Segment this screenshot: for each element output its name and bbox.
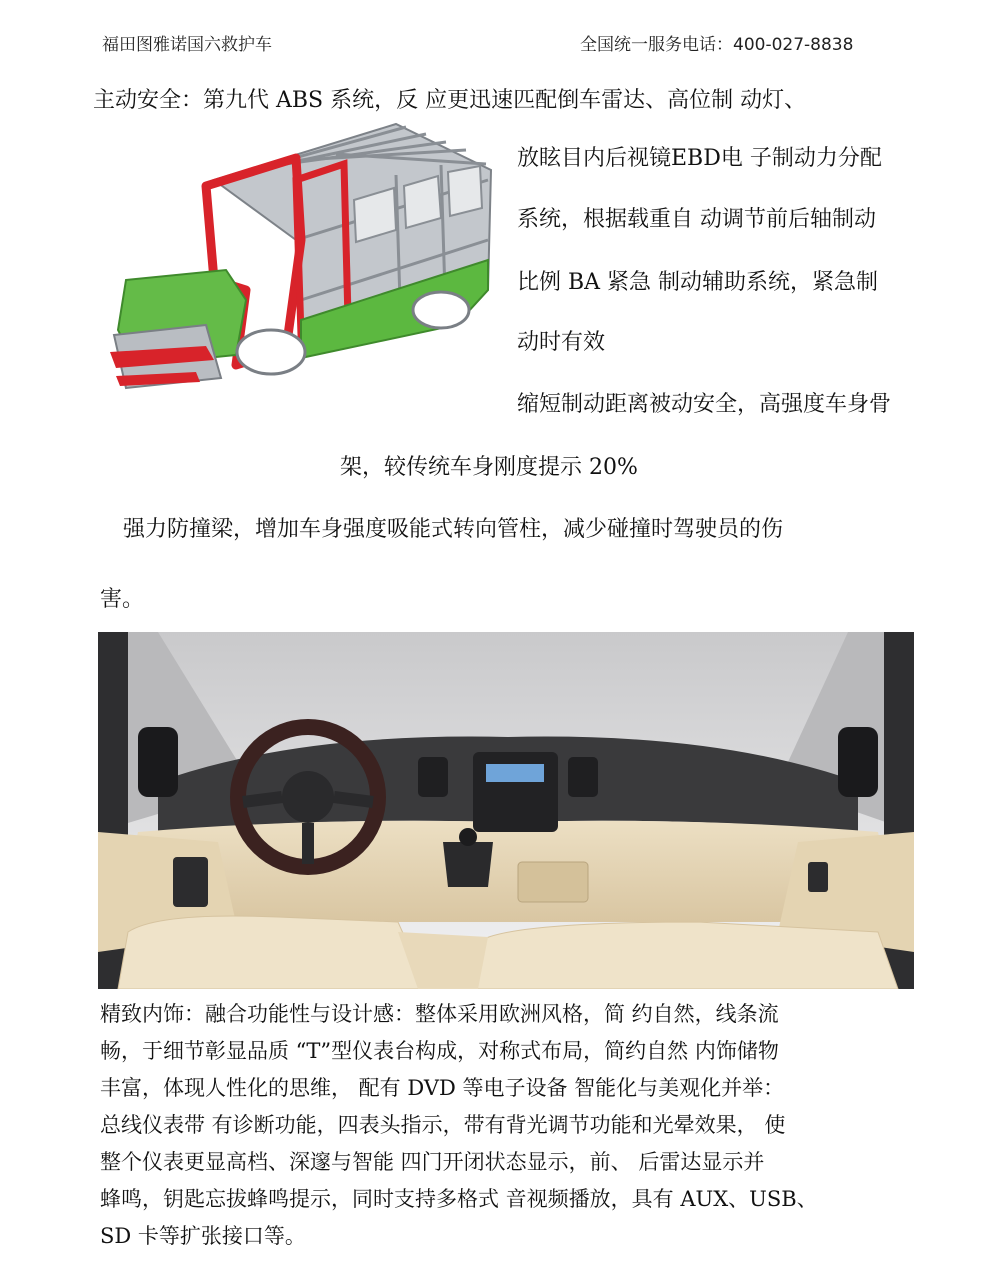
active-safety-line-1: 主动安全：第九代 ABS 系统，反 应更迅速匹配倒车雷达、高位制 动灯、 <box>93 88 807 113</box>
passive-safety-line-2: 架，较传统车身刚度提示 20% <box>340 455 638 480</box>
active-safety-line-4: 比例 BA 紧急 制动辅助系统，紧急制 <box>517 270 879 295</box>
passive-safety-line-3: 强力防撞梁，增加车身强度吸能式转向管柱，减少碰撞时驾驶员的伤 <box>123 517 784 542</box>
interior-line-7: SD 卡等扩张接口等。 <box>100 1224 306 1248</box>
active-safety-line-3: 系统，根据载重自 动调节前后轴制动 <box>517 207 876 232</box>
header-title: 福田图雅诺国六救护车 <box>102 35 272 55</box>
interior-line-2: 畅，于细节彰显品质 “T”型仪表台构成，对称式布局，简约自然 内饰储物 <box>100 1039 779 1063</box>
interior-line-6: 蜂鸣，钥匙忘拔蜂鸣提示，同时支持多格式 音视频播放，具有 AUX、USB、 <box>100 1187 818 1211</box>
active-safety-line-2: 放眩目内后视镜EBD电 子制动力分配 <box>517 146 882 171</box>
interior-line-1: 精致内饰：融合功能性与设计感：整体采用欧洲风格，简 约自然，线条流 <box>100 1002 779 1026</box>
passive-safety-line-4: 害。 <box>100 587 145 612</box>
passive-safety-line-1: 缩短制动距离被动安全，高强度车身骨 <box>517 392 892 417</box>
interior-photo <box>98 632 914 989</box>
vehicle-body-frame-image <box>96 120 498 400</box>
active-safety-line-5: 动时有效 <box>517 330 606 355</box>
header-service-phone: 全国统一服务电话：400-027-8838 <box>580 35 854 55</box>
interior-line-5: 整个仪表更显高档、深邃与智能 四门开闭状态显示，前、 后雷达显示并 <box>100 1150 765 1174</box>
interior-line-4: 总线仪表带 有诊断功能，四表头指示，带有背光调节功能和光晕效果， 使 <box>100 1113 786 1137</box>
interior-line-3: 丰富，体现人性化的思维， 配有 DVD 等电子设备 智能化与美观化并举： <box>100 1076 785 1100</box>
interior-description <box>100 996 920 1255</box>
